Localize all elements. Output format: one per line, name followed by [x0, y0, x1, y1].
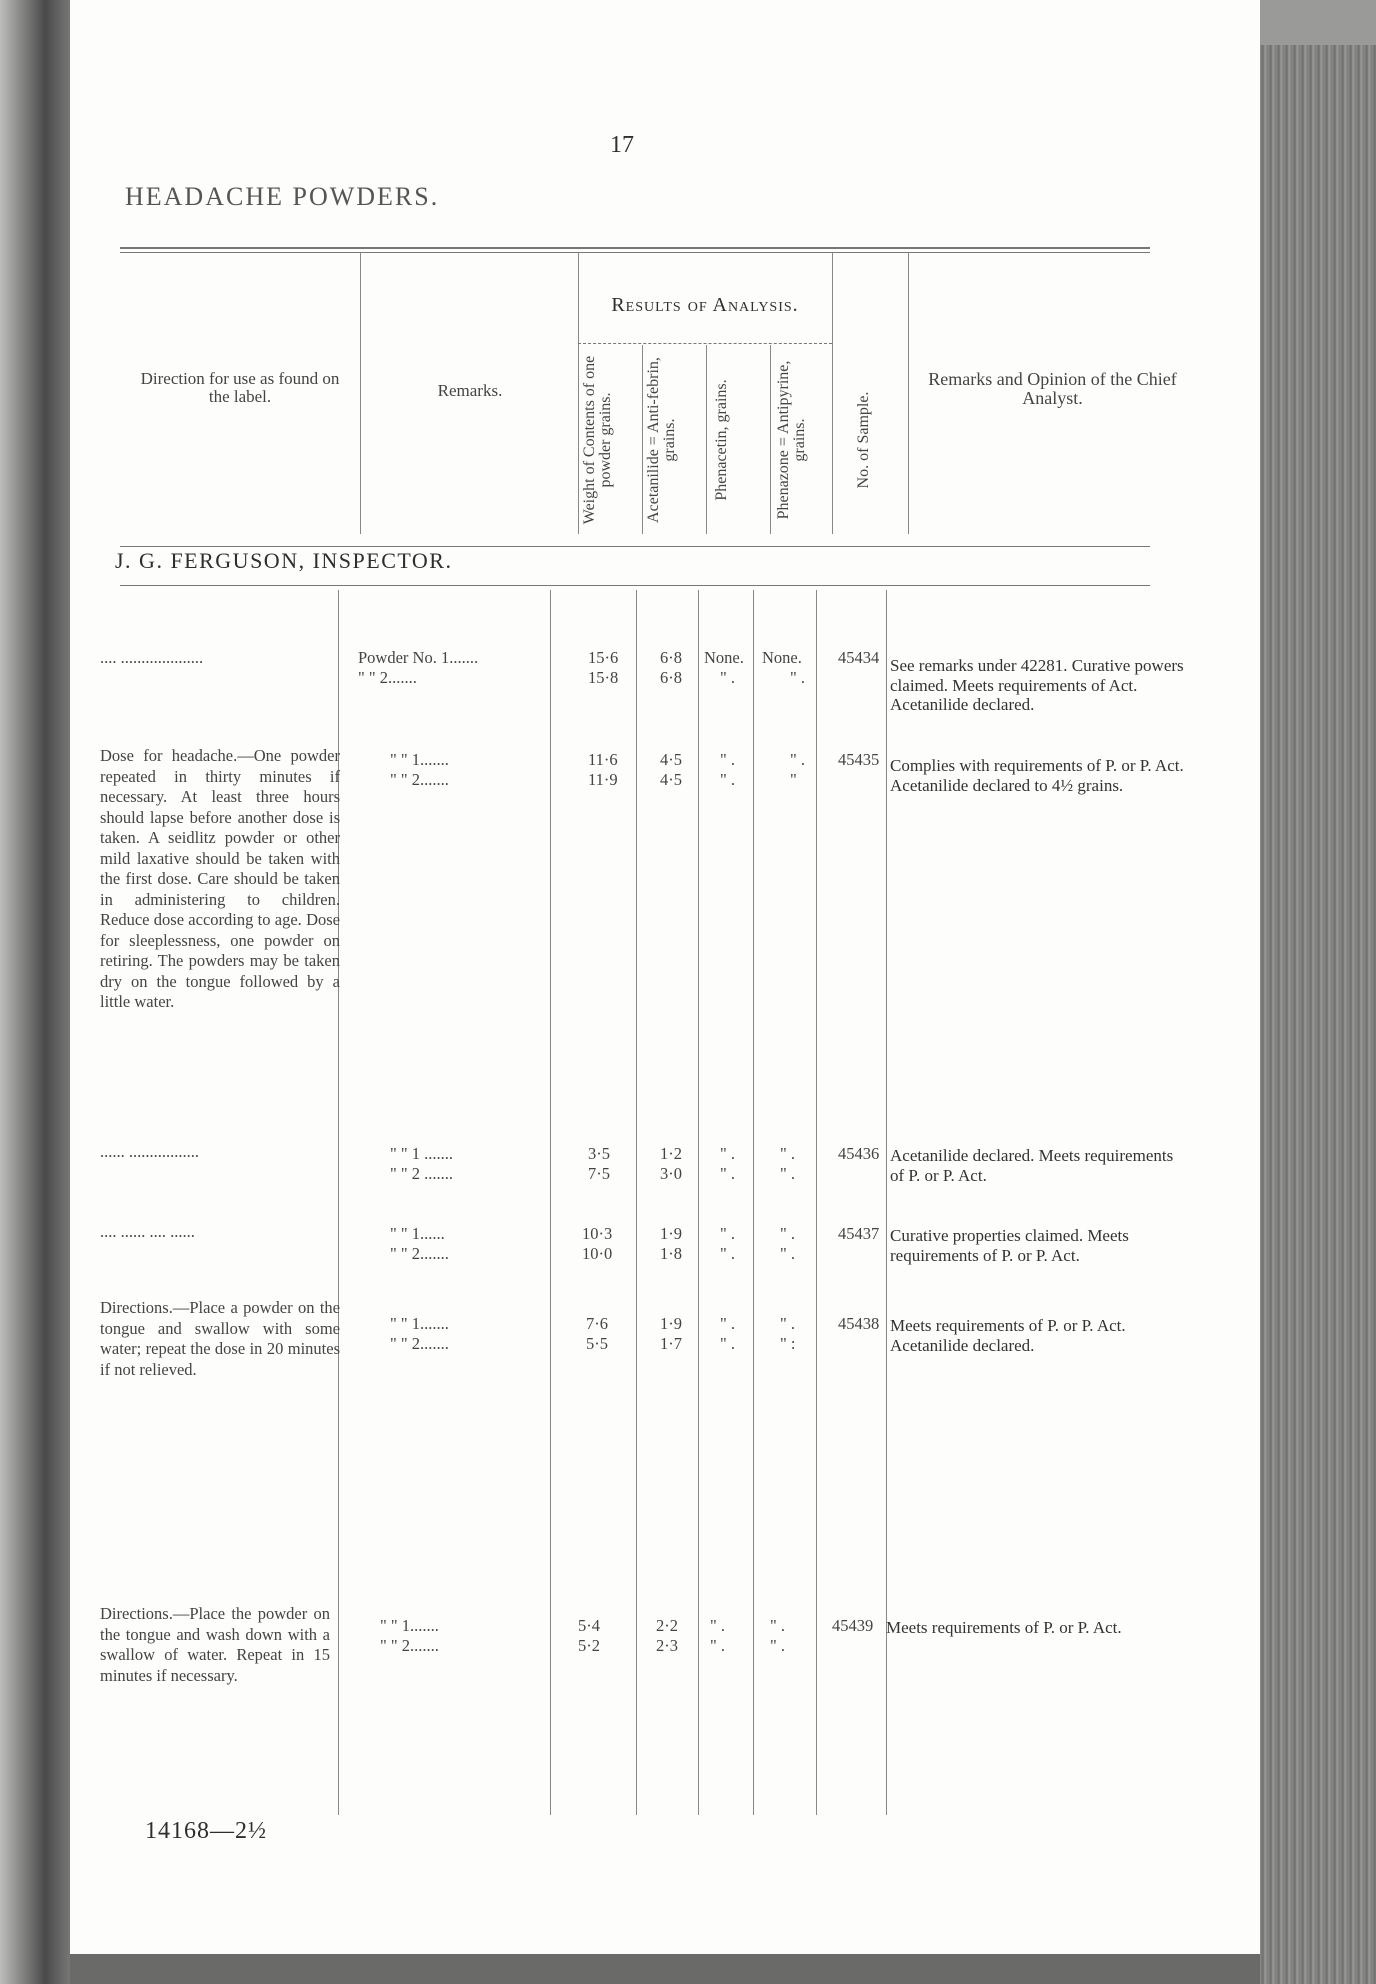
entry-sample: 45437: [838, 1224, 880, 1243]
header-divider: [908, 252, 909, 534]
entry-sample: 45439: [832, 1616, 874, 1635]
page-number: 17: [610, 132, 634, 158]
header-weight: Weight of Contents of one powder grains.: [581, 355, 614, 525]
entry-acetanilide: 4·5: [660, 750, 682, 769]
entry-phenacetin: None.: [704, 648, 744, 667]
entry-weight: 7·5: [588, 1164, 610, 1183]
entry-remark: " " 2.......: [380, 1636, 439, 1655]
entry-sample: 45436: [838, 1144, 880, 1163]
entry-acetanilide: 1·9: [660, 1314, 682, 1333]
entry-phenazone: " .: [780, 1224, 795, 1243]
entry-opinion: Curative properties claimed. Meets requirements of P. or P. Act.: [890, 1226, 1129, 1265]
entry-weight: 11·6: [588, 750, 618, 769]
entry-phenacetin: " .: [720, 1314, 735, 1333]
entry-acetanilide: 6·8: [660, 668, 682, 687]
header-divider: [578, 252, 579, 534]
document-page: [70, 0, 1260, 1984]
entry-acetanilide: 1·8: [660, 1244, 682, 1263]
entry-weight: 5·4: [578, 1616, 600, 1635]
inspector-name: J. G. FERGUSON, INSPECTOR.: [115, 548, 453, 573]
entry-acetanilide: 3·0: [660, 1164, 682, 1183]
entry-acetanilide: 4·5: [660, 770, 682, 789]
entry-remark: " " 2.......: [390, 1334, 449, 1353]
entry-weight: 5·5: [586, 1334, 608, 1353]
entry-phenacetin: " .: [720, 1244, 735, 1263]
entry-phenazone: " .: [770, 1616, 785, 1635]
entry-phenazone: None.: [762, 648, 802, 667]
entry-phenazone: " .: [770, 1636, 785, 1655]
entry-opinion: Meets requirements of P. or P. Act. Acetanilide declared.: [890, 1316, 1126, 1355]
section-title: HEADACHE POWDERS.: [125, 182, 440, 211]
body-divider: [636, 590, 637, 1815]
header-results: Results of Analysis.: [611, 294, 799, 316]
top-rule: [120, 247, 1150, 249]
entry-phenacetin: " .: [720, 1334, 735, 1353]
entry-weight: 3·5: [588, 1144, 610, 1163]
entry-opinion: Meets requirements of P. or P. Act.: [886, 1618, 1122, 1637]
header-acetanilide: Acetanilide = Anti-febrin, grains.: [645, 357, 678, 523]
entry-phenacetin: " .: [720, 1164, 735, 1183]
entry-phenacetin: " .: [710, 1616, 725, 1635]
entry-opinion: Acetanilide declared. Meets requirements of P. or P. Act.: [890, 1146, 1174, 1185]
body-divider: [816, 590, 817, 1815]
entry-phenacetin: " .: [720, 1144, 735, 1163]
header-divider: [770, 345, 771, 534]
entry-phenacetin: " .: [720, 668, 735, 687]
header-divider: [832, 252, 833, 534]
entry-direction: Dose for headache.—One powder repeated in thirty minutes if necessary. At least three hours should lapse before another dose is taken. A seidlitz powder or other mild laxative should be taken with the first dose. Care should be taken in administering to children. Reduce dose according to age. Dose for sleeplessness, one powder on retiring. The powders may be taken dry on the tongue followed by a little water.: [100, 746, 340, 1011]
entry-acetanilide: 6·8: [660, 648, 682, 667]
entry-phenazone: " .: [790, 668, 805, 687]
entry-weight: 7·6: [586, 1314, 608, 1333]
entry-weight: 15·6: [588, 648, 619, 667]
entry-direction: .... ...... .... ......: [100, 1222, 195, 1241]
entry-opinion: See remarks under 42281. Curative powers claimed. Meets requirements of Act. Acetanilide declared.: [890, 656, 1184, 714]
entry-phenacetin: " .: [720, 1224, 735, 1243]
entry-direction: Directions.—Place a powder on the tongue and swallow with some water; repeat the dose in 20 minutes if not relieved.: [100, 1298, 340, 1379]
inspector-rule: [120, 585, 1150, 586]
entry-remark: " " 2.......: [390, 1244, 449, 1263]
header-sample: No. of Sample.: [855, 391, 872, 489]
entry-phenazone: " .: [780, 1244, 795, 1263]
header-divider: [706, 345, 707, 534]
entry-direction: Directions.—Place the powder on the tongue and wash down with a swallow of water. Repeat in 15 minutes if necessary.: [100, 1604, 330, 1685]
entry-acetanilide: 1·2: [660, 1144, 682, 1163]
entry-phenazone: " .: [790, 750, 805, 769]
body-divider: [550, 590, 551, 1815]
entry-remark: " " 1.......: [390, 1314, 449, 1333]
entry-direction: .... ....................: [100, 648, 204, 667]
header-bottom-rule: [120, 546, 1150, 547]
entry-acetanilide: 1·9: [660, 1224, 682, 1243]
footer-signature: 14168—2½: [145, 1818, 267, 1844]
header-direction: Direction for use as found on the label.: [140, 369, 340, 406]
entry-remark: " " 2.......: [358, 668, 417, 687]
results-rule: [578, 343, 832, 344]
entry-sample: 45434: [838, 648, 880, 667]
left-page-binding: [0, 0, 70, 1984]
entry-acetanilide: 2·2: [656, 1616, 678, 1635]
entry-phenazone: " :: [780, 1334, 796, 1353]
entry-acetanilide: 1·7: [660, 1334, 682, 1353]
entry-weight: 10·0: [582, 1244, 613, 1263]
entry-weight: 15·8: [588, 668, 619, 687]
entry-phenazone: " .: [780, 1314, 795, 1333]
header-opinion: Remarks and Opinion of the Chief Analyst.: [928, 369, 1177, 408]
entry-sample: 45438: [838, 1314, 880, 1333]
page-stack-edge: [1260, 45, 1376, 1984]
entry-phenacetin: " .: [710, 1636, 725, 1655]
header-phenazone: Phenazone = Antipyrine, grains.: [775, 360, 808, 520]
entry-sample: 45435: [838, 750, 880, 769]
entry-opinion: Complies with requirements of P. or P. Act. Acetanilide declared to 4½ grains.: [890, 756, 1184, 795]
header-phenacetin: Phenacetin, grains.: [713, 379, 730, 501]
entry-remark: " " 1......: [390, 1224, 445, 1243]
entry-remark: Powder No. 1.......: [358, 648, 479, 667]
body-divider: [698, 590, 699, 1815]
entry-remark: " " 2 .......: [390, 1164, 453, 1183]
entry-acetanilide: 2·3: [656, 1636, 678, 1655]
top-rule-thin: [120, 252, 1150, 253]
entry-remark: " " 1.......: [390, 750, 449, 769]
entry-phenacetin: " .: [720, 770, 735, 789]
entry-weight: 5·2: [578, 1636, 600, 1655]
entry-remark: " " 2.......: [390, 770, 449, 789]
entry-phenazone: ": [790, 770, 797, 789]
header-remarks: Remarks.: [437, 381, 503, 400]
header-divider: [360, 252, 361, 534]
entry-weight: 11·9: [588, 770, 618, 789]
entry-weight: 10·3: [582, 1224, 613, 1243]
entry-phenazone: " .: [780, 1164, 795, 1183]
entry-direction: ...... .................: [100, 1142, 199, 1161]
entry-remark: " " 1.......: [380, 1616, 439, 1635]
body-divider: [753, 590, 754, 1815]
entry-phenacetin: " .: [720, 750, 735, 769]
header-divider: [642, 345, 643, 534]
entry-remark: " " 1 .......: [390, 1144, 453, 1163]
entry-phenazone: " .: [780, 1144, 795, 1163]
